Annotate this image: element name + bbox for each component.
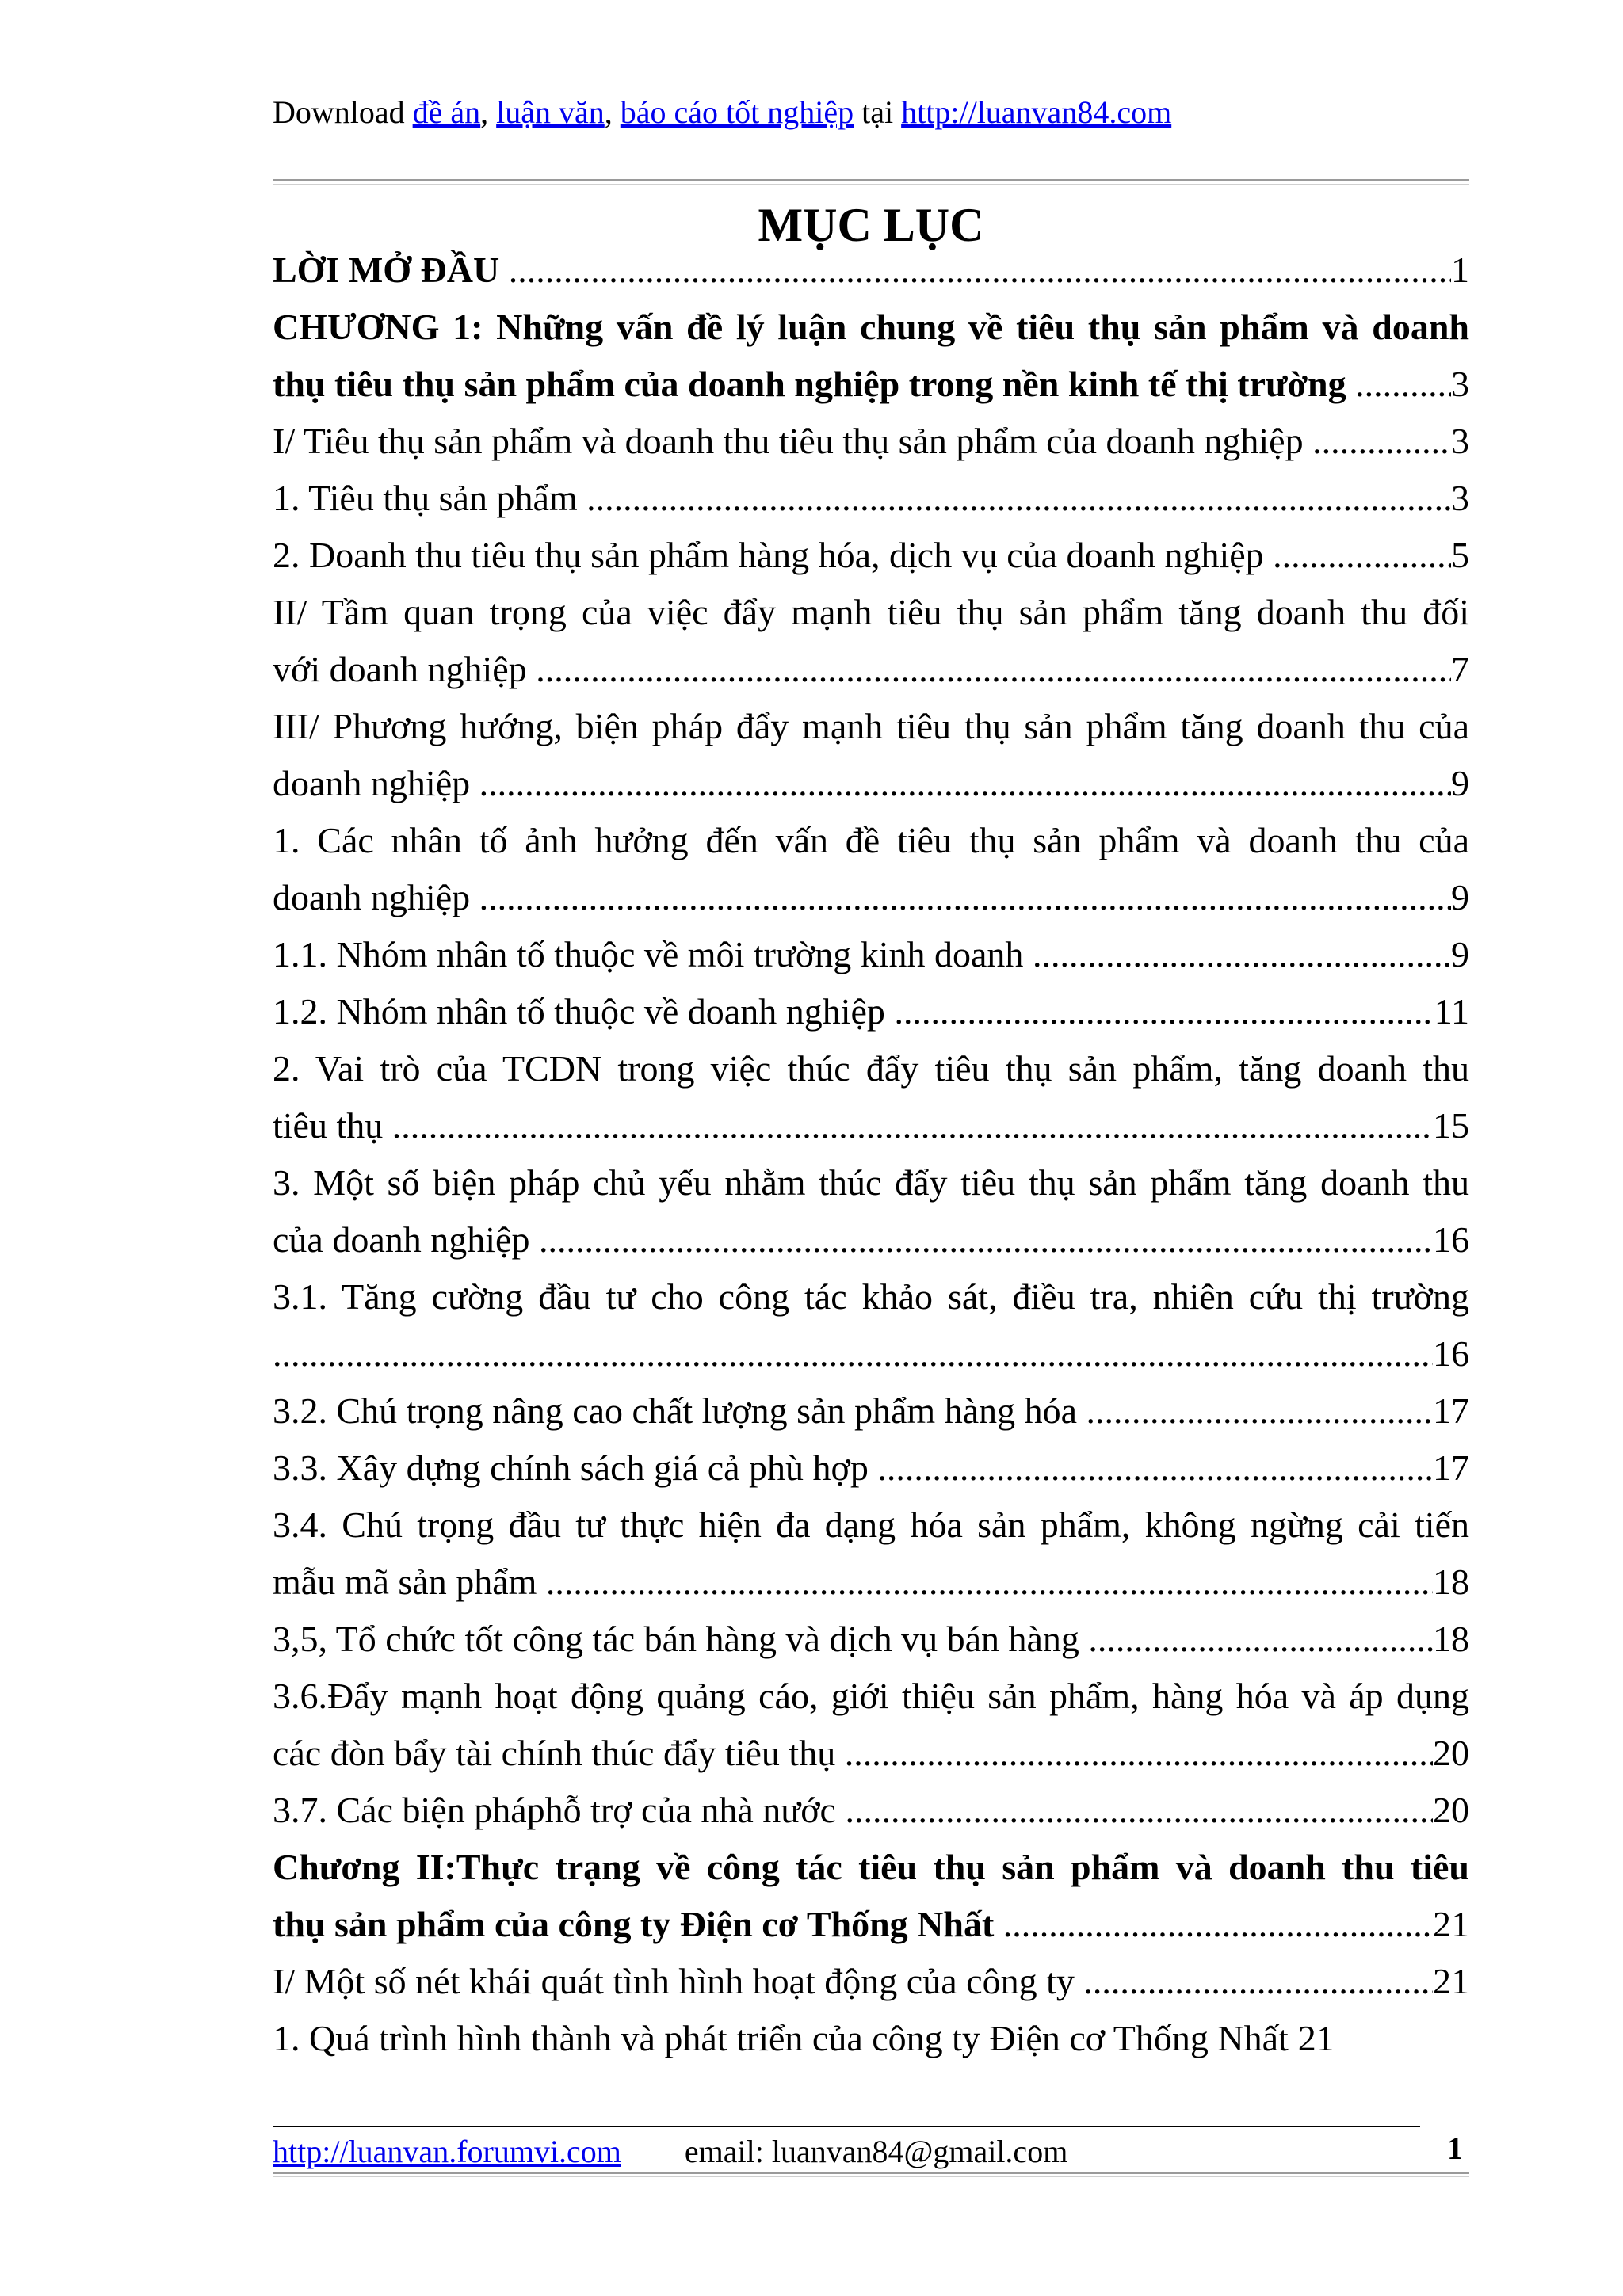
toc-entry-page: 18 [1433, 1562, 1469, 1602]
toc-entry-text: II/ Tầm quan trọng của việc đẩy mạnh tiêu thụ sản phẩm tăng doanh thu đối [273, 592, 1469, 632]
toc-entry-text: CHƯƠNG 1: Những vấn đề lý luận chung về tiêu thụ sản phẩm và doanh [273, 307, 1469, 347]
toc-entry-text: I/ Tiêu thụ sản phẩm và doanh thu tiêu thụ sản phẩm của doanh nghiệp ..... [273, 418, 1451, 465]
header-rule [273, 179, 1469, 185]
toc-entry [273, 1834, 1469, 1891]
toc-entry-text: 1.1. Nhóm nhân tố thuộc về môi trường kinh doanh ..... [273, 931, 1451, 978]
toc-entry [273, 522, 1469, 579]
toc-entry [273, 1720, 1469, 1777]
toc-entry-page: 17 [1433, 1390, 1469, 1431]
toc-entry-text: 3.6.Đẩy mạnh hoạt động quảng cáo, giới thiệu sản phẩm, hàng hóa và áp dụng [273, 1676, 1469, 1716]
toc-entry-text: LỜI MỞ ĐẦU ..... [273, 250, 1451, 294]
toc-entry [273, 250, 1469, 294]
toc-entry-text: doanh nghiệp ..... [273, 760, 1451, 807]
toc-entry-page: 9 [1451, 763, 1469, 803]
toc-entry-text [273, 1330, 1433, 1378]
toc-entry-page: 3 [1451, 364, 1469, 404]
toc-entry-text: 1.2. Nhóm nhân tố thuộc về doanh nghiệp ..... [273, 988, 1434, 1035]
toc-entry-text: với doanh nghiệp ..... [273, 646, 1451, 693]
toc-entry [273, 1492, 1469, 1549]
toc-entry-page: 21 [1297, 2018, 1335, 2058]
toc-entry-page: 11 [1434, 991, 1469, 1032]
toc-entry-page: 16 [1433, 1219, 1469, 1260]
footer-rule [273, 2126, 1420, 2127]
toc-entry [273, 465, 1469, 522]
toc-entry-text: tiêu thụ ..... [273, 1102, 1433, 1150]
toc-entry-page: 1 [1451, 250, 1469, 290]
toc-entry-text: mẫu mã sản phẩm ..... [273, 1558, 1433, 1606]
header-mid: tại [854, 94, 902, 130]
toc-entry [273, 1321, 1469, 1378]
toc-entry-text: 2. Vai trò của TCDN trong việc thúc đẩy tiêu thụ sản phẩm, tăng doanh thu [273, 1048, 1469, 1089]
toc-entry [273, 1606, 1469, 1663]
toc-entry-page: 15 [1433, 1105, 1469, 1146]
toc-entry [273, 408, 1469, 465]
toc-entry-page: 18 [1433, 1619, 1469, 1659]
toc-entry [273, 1663, 1469, 1720]
toc-entry-page: 20 [1433, 1790, 1469, 1830]
table-of-contents [273, 250, 1469, 2062]
toc-entry-page: 9 [1451, 877, 1469, 917]
toc-entry [273, 1378, 1469, 1435]
toc-entry-page: 21 [1433, 1904, 1469, 1944]
toc-entry [273, 636, 1469, 693]
toc-entry-page: 3 [1451, 421, 1469, 461]
toc-entry-text: 3.4. Chú trọng đầu tư thực hiện đa dạng hóa sản phẩm, không ngừng cải tiến [273, 1505, 1469, 1545]
toc-entry-page: 20 [1433, 1733, 1469, 1773]
toc-entry-page: 16 [1433, 1333, 1469, 1374]
toc-entry [273, 978, 1469, 1035]
toc-entry [273, 1093, 1469, 1150]
toc-entry-text: 3. Một số biện pháp chủ yếu nhằm thúc đẩy tiêu thụ sản phẩm tăng doanh thu [273, 1162, 1469, 1203]
header-prefix: Download [273, 94, 413, 130]
toc-entry-text: 3.2. Chú trọng nâng cao chất lượng sản phẩm hàng hóa ..... [273, 1387, 1433, 1435]
link-forum[interactable]: http://luanvan.forumvi.com [273, 2134, 621, 2169]
toc-entry-page: 9 [1451, 934, 1469, 974]
toc-entry-text: 2. Doanh thu tiêu thụ sản phẩm hàng hóa, dịch vụ của doanh nghiệp ..... [273, 532, 1451, 579]
page-header [273, 93, 1171, 131]
link-luan-van[interactable]: luận văn [496, 94, 605, 130]
header-sep-2: , [604, 94, 621, 130]
toc-entry-text: 3,5, Tổ chức tốt công tác bán hàng và dịch vụ bán hàng ..... [273, 1615, 1433, 1663]
toc-entry [273, 1435, 1469, 1492]
toc-entry-text: 3.3. Xây dựng chính sách giá cả phù hợp ..... [273, 1444, 1433, 1492]
toc-entry-page: 21 [1433, 1961, 1469, 2001]
toc-entry [273, 807, 1469, 864]
toc-entry [273, 351, 1469, 408]
page-title: MỤC LỤC [758, 199, 984, 251]
toc-entry [273, 2005, 1469, 2062]
footer-rule-double [273, 2172, 1469, 2177]
toc-entry-text: 3.1. Tăng cường đầu tư cho công tác khảo sát, điều tra, nhiên cứu thị trường [273, 1276, 1469, 1317]
toc-entry-text: thụ tiêu thụ sản phẩm của doanh nghiệp trong nền kinh tế thị trường ..... [273, 360, 1451, 408]
toc-entry [273, 1777, 1469, 1834]
toc-entry-page: 17 [1433, 1447, 1469, 1488]
toc-entry [273, 1264, 1469, 1321]
toc-entry-text: các đòn bẩy tài chính thúc đẩy tiêu thụ ..... [273, 1730, 1433, 1777]
header-sep-1: , [480, 94, 497, 130]
toc-entry-text: I/ Một số nét khái quát tình hình hoạt động của công ty ..... [273, 1958, 1433, 2005]
page-number: 1 [1447, 2130, 1463, 2166]
toc-entry [273, 579, 1469, 636]
toc-entry-page: 5 [1451, 535, 1469, 575]
toc-entry-text: 1. Các nhân tố ảnh hưởng đến vấn đề tiêu thụ sản phẩm và doanh thu của [273, 820, 1469, 860]
toc-entry [273, 864, 1469, 921]
toc-entry [273, 1948, 1469, 2005]
footer-email: email: luanvan84@gmail.com [684, 2134, 1068, 2169]
toc-entry-text: của doanh nghiệp ..... [273, 1216, 1433, 1264]
toc-entry [273, 1207, 1469, 1264]
toc-entry-text: Chương II:Thực trạng về công tác tiêu thụ sản phẩm và doanh thu tiêu [273, 1847, 1469, 1887]
toc-entry-page: 7 [1451, 649, 1469, 689]
toc-entry-text: 1. Quá trình hình thành và phát triển của công ty Điện cơ Thống Nhất [273, 2018, 1289, 2058]
toc-entry [273, 1891, 1469, 1948]
toc-entry [273, 1549, 1469, 1606]
toc-entry-text: thụ sản phẩm của công ty Điện cơ Thống Nhất ..... [273, 1901, 1433, 1948]
page-footer [273, 2133, 1067, 2170]
link-luanvan84[interactable]: http://luanvan84.com [901, 94, 1172, 130]
toc-entry-text: III/ Phương hướng, biện pháp đẩy mạnh tiêu thụ sản phẩm tăng doanh thu của [273, 706, 1469, 746]
toc-entry-text: 3.7. Các biện pháphỗ trợ của nhà nước ..... [273, 1787, 1433, 1834]
link-bao-cao[interactable]: báo cáo tốt nghiệp [620, 94, 854, 130]
link-de-an[interactable]: đề án [412, 94, 481, 130]
toc-entry [273, 1150, 1469, 1207]
toc-entry-text: doanh nghiệp ..... [273, 874, 1451, 921]
toc-entry [273, 693, 1469, 750]
toc-entry [273, 921, 1469, 978]
toc-entry-page: 3 [1451, 478, 1469, 518]
toc-entry [273, 1035, 1469, 1093]
toc-entry [273, 294, 1469, 351]
toc-entry-text: 1. Tiêu thụ sản phẩm ..... [273, 475, 1451, 522]
toc-entry [273, 750, 1469, 807]
